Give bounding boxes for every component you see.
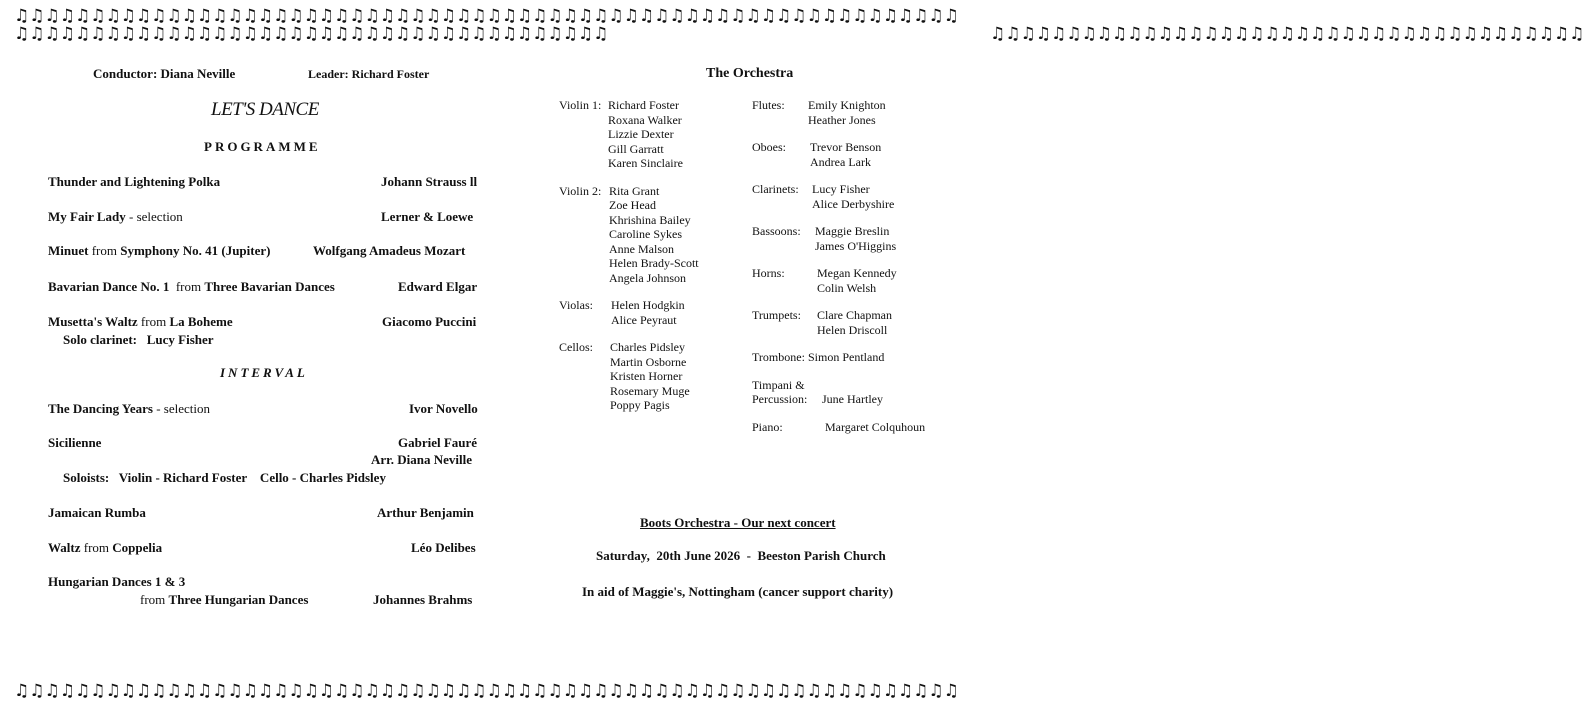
- next-concert-heading: Boots Orchestra - Our next concert: [640, 515, 836, 530]
- programme-item-work: Symphony No. 41 (Jupiter): [120, 243, 271, 258]
- page-title: LET'S DANCE: [211, 99, 319, 120]
- player-name: Margaret Colquhoun: [825, 419, 926, 434]
- next-concert-date: Saturday, 20th June 2026 - Beeston Parish Church: [596, 548, 886, 563]
- programme-item: [48, 209, 183, 225]
- conductor-label: Conductor:: [93, 66, 158, 81]
- player-name: James O'Higgins: [815, 238, 897, 253]
- player-name: Clare Chapman: [817, 308, 892, 322]
- programme-item: [48, 243, 270, 259]
- programme-item: [48, 279, 335, 295]
- programme-item-work: Three Hungarian Dances: [168, 592, 309, 607]
- player-name: Heather Jones: [808, 112, 876, 127]
- programme-item: [48, 540, 162, 556]
- music-note-border-left: ♫♫♫♫♫♫♫♫♫♫♫♫♫♫♫♫♫♫♫♫♫♫♫♫♫♫♫♫♫♫♫♫♫♫♫♫♫♫♫: [14, 24, 609, 44]
- programme-item-from: from: [137, 314, 170, 329]
- player-name: Helen Brady-Scott: [609, 256, 699, 270]
- section-label: Bassoons:: [752, 224, 801, 238]
- player-name: Lizzie Dexter: [608, 127, 674, 141]
- player-name: Helen Hodgkin: [611, 298, 685, 312]
- programme-item-title: My Fair Lady: [48, 209, 126, 224]
- section-label: Violin 2:: [559, 183, 602, 198]
- player-name: Kristen Horner: [610, 369, 683, 383]
- programme-item-title: Jamaican Rumba: [48, 505, 146, 520]
- programme-item-from: from: [80, 540, 113, 555]
- player-name: Zoe Head: [609, 198, 656, 212]
- player-name: Charles Pidsley: [610, 340, 685, 354]
- player-name: Rita Grant: [609, 183, 660, 198]
- player-name: Karen Sinclaire: [608, 156, 683, 170]
- programme-item-work: Three Bavarian Dances: [204, 279, 335, 294]
- programme-item-from: from: [140, 592, 169, 607]
- player-name: Emily Knighton: [808, 98, 886, 112]
- section-label: Percussion:: [752, 392, 808, 406]
- programme-item-composer: Ivor Novello: [409, 401, 478, 416]
- leader-line: [308, 67, 429, 82]
- conductor-line: [93, 66, 235, 82]
- programme-item-composer: Arthur Benjamin: [377, 505, 474, 520]
- programme-item-composer: Lerner & Loewe: [381, 209, 474, 224]
- programme-item-work: Coppelia: [112, 540, 163, 555]
- section-label: Cellos:: [559, 340, 594, 354]
- programme-item-title: Waltz: [48, 540, 81, 555]
- player-name: Trevor Benson: [810, 140, 882, 154]
- programme-item-from: from: [88, 243, 121, 258]
- player-name: Megan Kennedy: [817, 266, 897, 280]
- programme-item: [140, 592, 308, 608]
- programme-item-arranger: Arr. Diana Neville: [371, 452, 472, 467]
- programme-item-title: The Dancing Years: [48, 401, 153, 416]
- music-note-border-top: ♫♫♫♫♫♫♫♫♫♫♫♫♫♫♫♫♫♫♫♫♫♫♫♫♫♫♫♫♫♫♫♫♫♫♫♫♫♫♫♫♫♫♫♫♫♫♫♫♫♫♫♫♫♫♫♫♫♫♫♫♫♫: [14, 6, 959, 26]
- interval-heading: INTERVAL: [220, 365, 308, 380]
- programme-item-suffix: - selection: [125, 209, 183, 224]
- player-name: Simon Pentland: [808, 350, 885, 364]
- conductor-name: Diana Neville: [160, 66, 236, 81]
- programme-item-composer: Giacomo Puccini: [382, 314, 477, 329]
- section-label: Horns:: [752, 266, 785, 280]
- player-name: Andrea Lark: [810, 154, 871, 169]
- player-name: Roxana Walker: [608, 112, 682, 127]
- programme-item-title: Minuet: [48, 243, 89, 258]
- programme-item-composer: Edward Elgar: [398, 279, 478, 294]
- soloist-note: Solo clarinet: Lucy Fisher: [63, 332, 214, 347]
- programme-heading: PROGRAMME: [204, 139, 321, 154]
- player-name: Helen Driscoll: [817, 322, 888, 337]
- player-name: Anne Malson: [609, 241, 674, 256]
- programme-item-work: La Boheme: [169, 314, 233, 329]
- programme-item-composer: Johannes Brahms: [373, 592, 473, 607]
- player-name: Colin Welsh: [817, 280, 877, 295]
- programme-item-title: Hungarian Dances 1 & 3: [48, 574, 186, 589]
- music-note-border-right: ♫♫♫♫♫♫♫♫♫♫♫♫♫♫♫♫♫♫♫♫♫♫♫♫♫♫♫♫♫♫♫♫♫♫♫♫♫♫♫: [990, 24, 1584, 44]
- section-label: Piano:: [752, 419, 783, 434]
- section-label: Flutes:: [752, 98, 785, 112]
- leader-label: Leader:: [308, 67, 349, 81]
- player-name: June Hartley: [822, 392, 883, 406]
- section-label: Violin 1:: [559, 98, 602, 112]
- player-name: Martin Osborne: [610, 354, 687, 369]
- player-name: Rosemary Muge: [610, 383, 690, 398]
- section-label: Timpani &: [752, 377, 805, 392]
- section-label: Violas:: [559, 298, 593, 312]
- player-name: Caroline Sykes: [609, 227, 682, 241]
- next-concert-aid: In aid of Maggie's, Nottingham (cancer support charity): [582, 584, 894, 599]
- player-name: Maggie Breslin: [815, 224, 890, 238]
- player-name: Angela Johnson: [609, 270, 686, 285]
- programme-item-title: Bavarian Dance No. 1: [48, 279, 170, 294]
- programme-item-composer: Gabriel Fauré: [398, 435, 478, 450]
- player-name: Alice Peyraut: [611, 312, 677, 327]
- soloist-note: Soloists: Violin - Richard Foster Cello - Charles Pidsley: [63, 470, 386, 485]
- section-label: Trumpets:: [752, 308, 801, 322]
- programme-item-composer: Wolfgang Amadeus Mozart: [313, 243, 466, 258]
- programme-item: [48, 401, 210, 417]
- section-label: Clarinets:: [752, 182, 799, 196]
- programme-item-from: from: [169, 279, 205, 294]
- section-label: Oboes:: [752, 140, 786, 154]
- player-name: Lucy Fisher: [812, 182, 870, 196]
- player-name: Richard Foster: [608, 98, 679, 112]
- programme-item-title: Sicilienne: [48, 435, 102, 450]
- programme-item-title: Thunder and Lightening Polka: [48, 174, 221, 189]
- orchestra-heading: The Orchestra: [706, 66, 794, 81]
- player-name: Gill Garratt: [608, 141, 664, 156]
- player-name: Khrishina Bailey: [609, 212, 691, 227]
- leader-name: Richard Foster: [351, 67, 430, 81]
- programme-item: [48, 314, 233, 330]
- programme-item-composer: Johann Strauss ll: [381, 174, 478, 189]
- section-label: Trombone:: [752, 350, 805, 364]
- programme-item-suffix: - selection: [152, 401, 211, 416]
- programme-item-composer: Léo Delibes: [411, 540, 476, 555]
- player-name: Poppy Pagis: [610, 398, 670, 412]
- programme-item-title: Musetta's Waltz: [48, 314, 138, 329]
- player-name: Alice Derbyshire: [812, 196, 895, 211]
- music-note-border-bottom: ♫♫♫♫♫♫♫♫♫♫♫♫♫♫♫♫♫♫♫♫♫♫♫♫♫♫♫♫♫♫♫♫♫♫♫♫♫♫♫♫♫♫♫♫♫♫♫♫♫♫♫♫♫♫♫♫♫♫♫♫♫♫: [14, 681, 959, 701]
